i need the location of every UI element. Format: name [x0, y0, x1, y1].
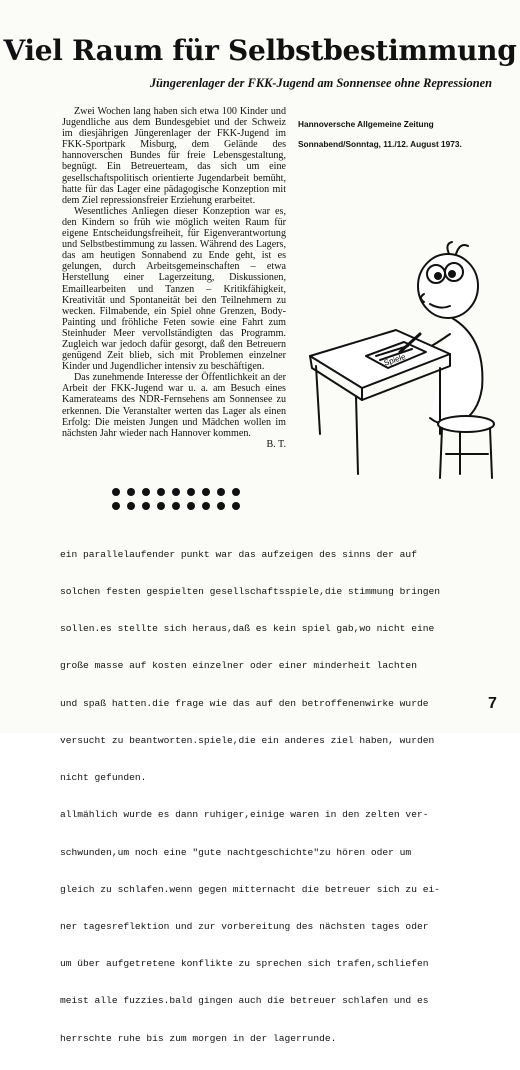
paper-text: Spiele	[382, 352, 407, 368]
dot	[112, 502, 120, 510]
dot	[127, 488, 135, 496]
article-paragraph: Zwei Wochen lang haben sich etwa 100 Kinder und Jugendliche aus dem Bundesgebiet und der Schweiz im diesjährigen Jüngerenlager der FKK-Jugend im FKK-Sportpark Misburg, dem Gelände des hannoverschen Bundes für freie Lebensgestaltung, begnügt. Ein Betreuerteam, das sich um eine gesellschaftspolitisch orientierte Jugendarbeit bemüht, hatte für das Lager eine pädagogische Konzeption mit dem Ziel repressionsfreier Erziehung erarbeitet.	[62, 106, 286, 206]
typed-line: nicht gefunden.	[60, 772, 147, 784]
typed-line: gleich zu schlafen.wenn gegen mitternacht die betreuer sich zu ei-	[60, 883, 440, 895]
typed-line: große masse auf kosten einzelner oder einer minderheit lachten	[60, 660, 417, 672]
dot	[202, 502, 210, 510]
dot	[232, 502, 240, 510]
typed-line: um über aufgetretene konflikte zu sprechen sich trafen,schliefen	[60, 958, 429, 970]
dot	[187, 488, 195, 496]
dot	[232, 488, 240, 496]
typed-line: und spaß hatten.die frage wie das auf den betroffenenwirke wurde	[60, 697, 429, 709]
article-headline: Viel Raum für Selbstbestimmung	[3, 34, 517, 67]
source-citation	[298, 114, 498, 154]
dot	[172, 502, 180, 510]
cartoon-figure-writing-at-desk-icon	[300, 238, 500, 483]
dot	[217, 488, 225, 496]
typed-line: allmählich wurde es dann ruhiger,einige waren in den zelten ver-	[60, 809, 429, 821]
dot	[112, 488, 120, 496]
typed-line: versucht zu beantworten.spiele,die ein anderes ziel haben, wurden	[60, 734, 435, 746]
dot	[142, 488, 150, 496]
dot	[202, 488, 210, 496]
article-body	[62, 106, 286, 450]
dot-separator	[112, 488, 240, 510]
typed-line: sollen.es stellte sich heraus,daß es kein spiel gab,wo nicht eine	[60, 623, 435, 635]
page-number: 7	[488, 695, 497, 712]
article-subheadline: Jüngerenlager der FKK-Jugend am Sonnensee ohne Repressionen	[149, 76, 492, 90]
dot	[142, 502, 150, 510]
typed-text-block	[60, 524, 460, 1070]
article-paragraph: Das zunehmende Interesse der Öffentlichkeit an der Arbeit der FKK-Jugend war u. a. am Besuch eines Kamerateams des NDR-Fernsehens am Sonnensee zu erkennen. Die Veranstalter werten das Lager als einen Erfolg: Die meisten Jungen und Mädchen wollen im nächsten Jahr wieder nach Hannover kommen. B. T.	[62, 372, 286, 450]
typed-line: herrschte ruhe bis zum morgen in der lagerrunde.	[60, 1032, 337, 1044]
article-paragraph: Wesentliches Anliegen dieser Konzeption war es, den Kindern so früh wie möglich weiten Raum für eigene Entscheidungsfreiheit, für Eigenverantwortung und Selbstbestimmung zu lassen. Während des Lagers, das am heutigen Sonnabend zu Ende geht, ist es gelungen, durch Arbeitsgemeinschaften – etwa Herstellung einer Lagerzeitung, Diskussionen, Emaillearbeiten und Tanzen – Kritikfähigkeit, Kreativität und Spontaneität bei den Teilnehmern zu wecken. Filmabende, ein Spiel ohne Grenzen, Body-Painting und fröhliche Feten sowie eine Fahrt zum Steinhuder Meer vervollständigten das Programm. Zugleich war jedoch dafür gesorgt, daß den Betreuern genügend Zeit blieb, sich mit Problemen einzelner Kinder und Jugendlicher intensiv zu beschäftigen.	[62, 205, 286, 373]
typed-line: solchen festen gespielten gesellschaftsspiele,die stimmung bringen	[60, 586, 440, 598]
dot	[172, 488, 180, 496]
typed-line: schwunden,um noch eine "gute nachtgeschichte"zu hören oder um	[60, 846, 412, 858]
dot	[187, 502, 195, 510]
typed-line: ein parallelaufender punkt war das aufzeigen des sinns der auf	[60, 548, 417, 560]
dot	[157, 502, 165, 510]
typed-line: meist alle fuzzies.bald gingen auch die betreuer schlafen und es	[60, 995, 429, 1007]
dot	[217, 502, 225, 510]
dot	[127, 502, 135, 510]
typed-line: ner tagesreflektion und zur vorbereitung des nächsten tages oder	[60, 921, 429, 932]
article-signature: B. T.	[266, 438, 286, 450]
dot	[157, 488, 165, 496]
source-newspaper: Hannoversche Allgemeine Zeitung	[298, 119, 434, 129]
source-date: Sonnabend/Sonntag, 11./12. August 1973.	[298, 139, 462, 149]
